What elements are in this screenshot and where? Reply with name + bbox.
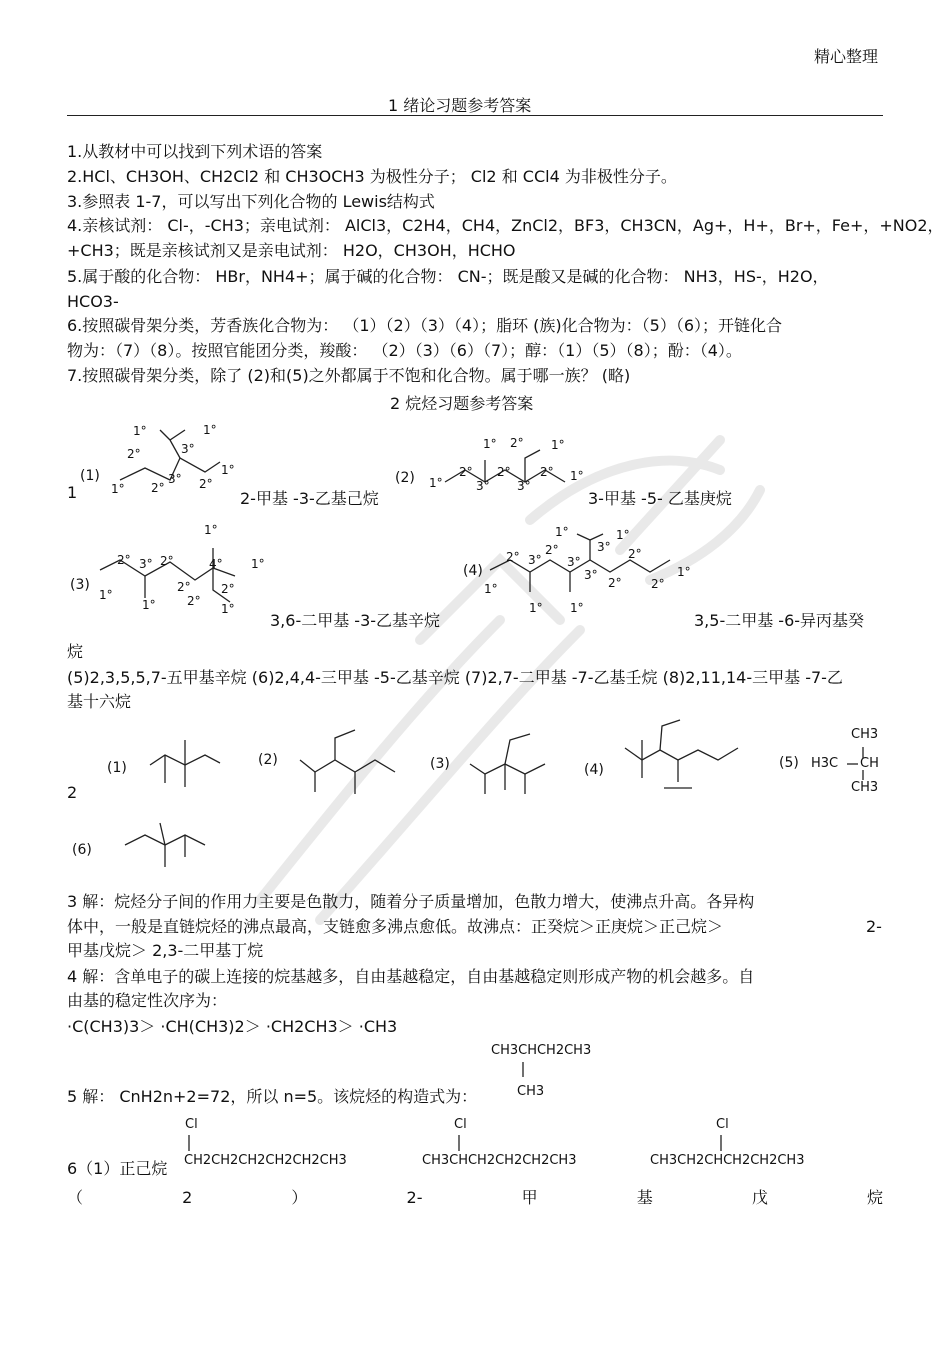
q6-chain-2: CH3CHCH2CH2CH2CH3 <box>422 1153 577 1168</box>
q2-number: 2 <box>67 783 78 802</box>
s1-line-7: HCO3- <box>67 292 119 311</box>
deg: 3° <box>597 540 611 554</box>
deg: 2° <box>510 436 524 450</box>
q1-item4-name: 3,5-二甲基 -6-异丙基癸 <box>694 611 865 630</box>
deg: 3° <box>528 553 542 567</box>
deg: 2° <box>117 553 131 567</box>
deg: 1° <box>616 528 630 542</box>
deg: 1° <box>221 463 235 477</box>
q2-label-4: (4) <box>584 762 604 778</box>
section2-title: 2 烷烃习题参考答案 <box>390 394 534 413</box>
deg: 1° <box>484 582 498 596</box>
q5-formula-branch: CH3 <box>517 1084 545 1099</box>
q6-line2-part: 烷 <box>866 1188 883 1207</box>
deg: 1° <box>111 482 125 496</box>
deg: 3° <box>181 442 195 456</box>
q2-structure-1 <box>145 735 225 795</box>
q1-more-names: (5)2,3,5,5,7-五甲基辛烷 (6)2,4,4-三甲基 -5-乙基辛烷 (7)2,7-二甲基 -7-乙基壬烷 (8)2,11,14-三甲基 -7-乙 <box>67 668 843 687</box>
q2-formula5-top: CH3 <box>851 727 879 742</box>
q2-structure-6 <box>120 815 220 875</box>
q4-line-2: 由基的稳定性次序为： <box>67 991 228 1010</box>
deg: 2° <box>497 465 511 479</box>
q3-line-2: 体中，一般是直链烷烃的沸点最高，支链愈多沸点愈低。故沸点：正癸烷＞正庚烷＞正己烷＞ <box>67 917 724 936</box>
deg: 2° <box>221 582 235 596</box>
q2-structure-4 <box>620 720 750 800</box>
q3-line-2-tail: 2- <box>866 917 882 936</box>
q6-line2-part: 2- <box>406 1188 423 1207</box>
s1-line-6: 5.属于酸的化合物： HBr，NH4+；属于碱的化合物： CN-；既是酸又是碱的化合物： NH3，HS-，H2O， <box>67 267 829 286</box>
deg: 1° <box>555 525 569 539</box>
s1-line-5: +CH3；既是亲核试剂又是亲电试剂： H2O，CH3OH，HCHO <box>67 241 516 260</box>
deg: 1° <box>251 557 265 571</box>
deg: 2° <box>608 576 622 590</box>
q2-formula5-left: H3C <box>811 756 839 771</box>
s1-line-3: 3.参照表 1-7，可以写出下列化合物的 Lewis结构式 <box>67 192 435 211</box>
deg: 1° <box>483 437 497 451</box>
deg: 2° <box>651 577 665 591</box>
q6-line2-part: 基 <box>636 1188 653 1207</box>
header-rule <box>67 115 883 116</box>
deg: 3° <box>476 479 490 493</box>
q6-line-2 <box>67 1186 883 1210</box>
deg: 1° <box>677 565 691 579</box>
q6-bond-2 <box>456 1135 466 1155</box>
q2-formula5-bottom: CH3 <box>851 780 879 795</box>
q2-label-6: (6) <box>72 842 92 858</box>
q6-chain-1: CH2CH2CH2CH2CH2CH3 <box>184 1153 347 1168</box>
q6-cl-3: Cl <box>716 1117 729 1132</box>
s1-line-9: 物为：（7）（8）。按照官能团分类，羧酸： （2）（3）（6）（7）；醇：（1）（5）（8）；酚：（4）。 <box>67 341 742 360</box>
deg: 1° <box>221 602 235 616</box>
q5-formula-bond <box>520 1060 530 1080</box>
q1-item1-label: (1) <box>80 468 100 484</box>
deg: 2° <box>506 550 520 564</box>
q6-cl-2: Cl <box>454 1117 467 1132</box>
q3-line-3: 甲基戊烷＞ 2,3-二甲基丁烷 <box>67 941 264 960</box>
q6-bond-1 <box>186 1135 196 1155</box>
deg: 2° <box>540 465 554 479</box>
deg: 2° <box>187 594 201 608</box>
s1-line-1: 1.从教材中可以找到下列术语的答案 <box>67 142 323 161</box>
deg: 2° <box>177 580 191 594</box>
deg: 1° <box>570 469 584 483</box>
deg: 1° <box>429 476 443 490</box>
q1-item1-name: 2-甲基 -3-乙基己烷 <box>240 489 379 508</box>
s1-line-10: 7.按照碳骨架分类，除了 (2)和(5)之外都属于不饱和化合物。属于哪一族？ (略) <box>67 366 631 385</box>
q2-label-5: (5) <box>779 755 799 771</box>
q1-number: 1 <box>67 483 78 502</box>
deg: 1° <box>133 424 147 438</box>
deg: 1° <box>570 601 584 615</box>
q2-formula5-right: CH <box>860 756 879 771</box>
q2-structure-3 <box>465 730 565 800</box>
q5-formula-main: CH3CHCH2CH3 <box>491 1043 592 1058</box>
q1-item2-label: (2) <box>395 470 415 486</box>
deg: 1° <box>551 438 565 452</box>
deg: 1° <box>529 601 543 615</box>
s1-line-4: 4.亲核试剂： Cl-，-CH3；亲电试剂： AlCl3，C2H4，CH4，ZnCl2，BF3，CH3CN，Ag+，H+，Br+，Fe+，+NO2， <box>67 216 944 235</box>
header-label: 精心整理 <box>813 47 878 66</box>
q6-line2-part: （ <box>67 1188 84 1207</box>
q2-label-2: (2) <box>258 752 278 768</box>
q1-more-names-wrap: 基十六烷 <box>67 692 132 711</box>
deg: 2° <box>628 547 642 561</box>
deg: 1° <box>142 598 156 612</box>
q2-formula5-bonds <box>840 740 880 790</box>
q1-item3-name: 3,6-二甲基 -3-乙基辛烷 <box>270 611 441 630</box>
q4-line-1: 4 解：含单电子的碳上连接的烷基越多，自由基越稳定，自由基越稳定则形成产物的机会越多。自 <box>67 967 755 986</box>
q1-item2-name: 3-甲基 -5- 乙基庚烷 <box>588 489 732 508</box>
deg: 2° <box>199 477 213 491</box>
deg: 3° <box>139 557 153 571</box>
q6-line2-part: 2 <box>182 1188 193 1207</box>
q6-bond-3 <box>718 1135 728 1155</box>
q6-label: 6（1）正己烷 <box>67 1159 168 1178</box>
q6-line2-part: 戊 <box>751 1188 768 1207</box>
q3-line-1: 3 解：烷烃分子间的作用力主要是色散力，随着分子质量增加，色散力增大，使沸点升高。各异构 <box>67 892 755 911</box>
q6-line2-part: ） <box>291 1188 308 1207</box>
deg: 2° <box>160 554 174 568</box>
q4-order: ·C(CH3)3＞ ·CH(CH3)2＞ ·CH2CH3＞ ·CH3 <box>67 1017 398 1036</box>
q6-cl-1: Cl <box>185 1117 198 1132</box>
s1-line-8: 6.按照碳骨架分类，芳香族化合物为： （1）（2）（3）（4）；脂环 (族)化合物为：（5）（6）；开链化合 <box>67 316 783 335</box>
section1-title: 1 绪论习题参考答案 <box>388 96 532 115</box>
deg: 1° <box>203 423 217 437</box>
deg: 2° <box>127 447 141 461</box>
deg: 2° <box>459 465 473 479</box>
s1-line-2: 2.HCl、CH3OH、CH2Cl2 和 CH3OCH3 为极性分子； Cl2 和 CCl4 为非极性分子。 <box>67 167 677 186</box>
deg: 3° <box>584 568 598 582</box>
deg: 3° <box>517 479 531 493</box>
q1-item4-label: (4) <box>463 563 483 579</box>
q1-item4-name-wrap: 烷 <box>67 642 84 661</box>
q2-label-3: (3) <box>430 756 450 772</box>
deg: 3° <box>567 555 581 569</box>
q1-item3-label: (3) <box>70 577 90 593</box>
deg: 4° <box>209 557 223 571</box>
deg: 2° <box>151 481 165 495</box>
q2-label-1: (1) <box>107 760 127 776</box>
deg: 1° <box>99 588 113 602</box>
q6-chain-3: CH3CH2CHCH2CH2CH3 <box>650 1153 805 1168</box>
q5-line: 5 解： CnH2n+2=72，所以 n=5。该烷烃的构造式为： <box>67 1087 478 1106</box>
q2-structure-2 <box>295 730 405 800</box>
q6-line2-part: 甲 <box>521 1188 538 1207</box>
deg: 3° <box>168 472 182 486</box>
deg: 2° <box>545 543 559 557</box>
deg: 1° <box>204 523 218 537</box>
